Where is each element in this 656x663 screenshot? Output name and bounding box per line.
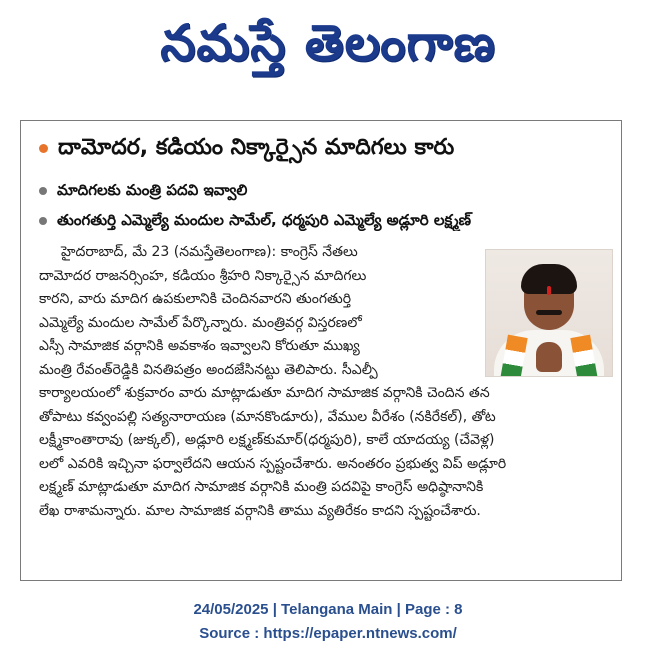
body-line: ఎస్సీ సామాజిక వర్గానికి అవకాశం ఇవ్వాలని కోరుతూ ముఖ్య <box>39 338 360 354</box>
body-line: మంత్రి రేవంత్‌రెడ్డికి వినతిపత్రం అందజేసినట్టు తెలిపారు. సీఎల్పీ <box>39 361 378 378</box>
bullet-icon <box>39 217 47 225</box>
subhead-text: తుంగతుర్తి ఎమ్మెల్యే మందుల సామేల్, ధర్మపురి ఎమ్మెల్యే అడ్లూరి లక్ష్మణ్ <box>57 211 472 229</box>
article-subhead-1 <box>39 179 614 201</box>
headline-text: దామోదర, కడియం నిక్కార్సైన మాదిగలు కారు <box>58 135 455 160</box>
subhead-text: మాదిగలకు మంత్రి పదవి ఇవ్వాలి <box>57 181 248 199</box>
body-line: కార్యాలయంలో శుక్రవారం వారు మాట్లాడుతూ మాదిగ సామాజిక వర్గానికి చెందిన తన <box>39 385 490 401</box>
body-line: లక్ష్మీకాంతారావు (జుక్కల్), అడ్లూరి లక్ష్మణ్‌కుమార్(ధర్మపురి), కాలే యాదయ్య (చేవెళ్ల) <box>39 432 495 448</box>
article-subhead-2 <box>39 209 614 231</box>
body-line: ఎమ్మెల్యే మందుల సామేల్ పేర్కొన్నారు. మంత్రివర్గ విస్తరణలో <box>39 314 362 331</box>
body-line: హైదరాబాద్, మే 23 (నమస్తేతెలంగాణ): కాంగ్రెస్ నేతలు <box>61 244 358 260</box>
publication-date-info: 24/05/2025 | Telangana Main | Page : 8 <box>193 601 463 618</box>
bullet-icon <box>39 187 47 195</box>
body-line: లక్ష్మణ్ మాట్లాడుతూ మాదిగ సామాజిక వర్గానికి మంత్రి పదవిపై కాంగ్రెస్ అధిష్ఠానానికి <box>39 479 484 495</box>
source-link[interactable]: Source : https://epaper.ntnews.com/ <box>199 625 457 642</box>
newspaper-masthead: నమస్తే తెలంగాణ <box>160 14 496 72</box>
bullet-icon <box>39 144 48 153</box>
body-line: కారని, వారు మాదిగ ఉపకులానికి చెందినవారని తుంగతుర్తి <box>39 291 352 307</box>
article-clipping <box>20 120 622 581</box>
body-line: దామోదర రాజనర్సింహ, కడియం శ్రీహరి నిక్కార్సైన మాదిగలు <box>39 267 367 284</box>
body-line: తోపాటు కవ్వంపల్లి సత్యనారాయణ (మానకొండూరు), వేముల వీరేశం (నకిరేకల్), తోట <box>39 408 496 425</box>
article-headline <box>39 133 614 163</box>
body-line: లేఖ రాశామన్నారు. మాల సామాజిక వర్గానికి తాము వ్యతిరేకం కాదని స్పష్టంచేశారు. <box>39 502 481 519</box>
article-body <box>39 241 609 523</box>
body-line: లలో ఎవరికి ఇచ్చినా ఫర్వాలేదని ఆయన స్పష్టంచేశారు. అనంతరం ప్రభుత్వ విప్ అడ్లూరి <box>39 455 507 472</box>
